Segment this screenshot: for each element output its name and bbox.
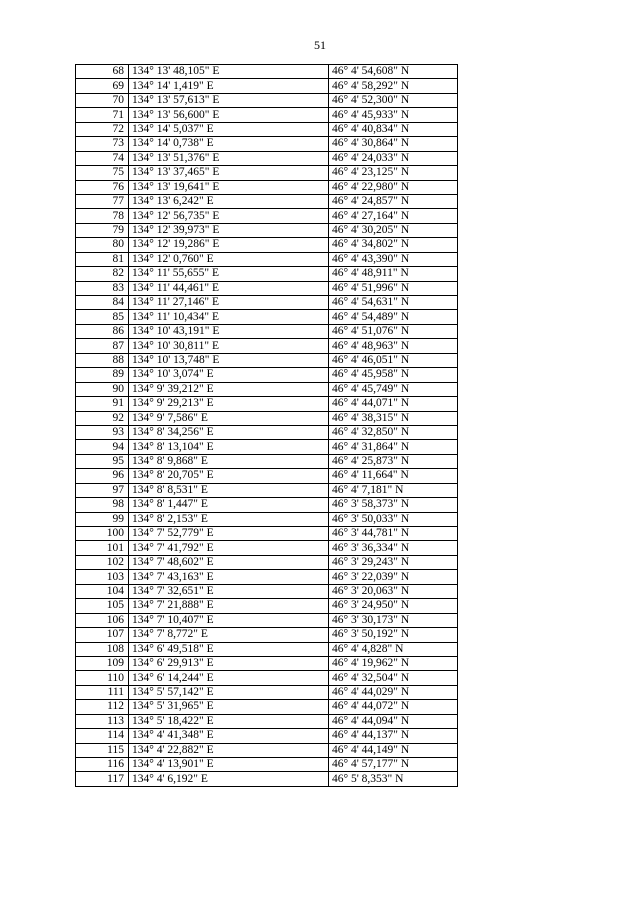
point-number-cell: 94 (76, 440, 129, 454)
longitude-cell: 134° 10' 13,748" E (129, 353, 329, 367)
longitude-cell: 134° 11' 55,655" E (129, 267, 329, 281)
table-row (76, 642, 458, 656)
point-number-cell: 69 (76, 79, 129, 93)
point-number-cell: 111 (76, 685, 129, 699)
table-row (76, 512, 458, 526)
table-row (76, 137, 458, 151)
table-row (76, 397, 458, 411)
longitude-cell: 134° 7' 52,779" E (129, 527, 329, 541)
table-row (76, 267, 458, 281)
longitude-cell: 134° 13' 19,641" E (129, 180, 329, 194)
latitude-cell: 46° 3' 22,039" N (329, 570, 458, 584)
table-row (76, 541, 458, 555)
point-number-cell: 114 (76, 729, 129, 743)
latitude-cell: 46° 4' 44,072" N (329, 700, 458, 714)
point-number-cell: 71 (76, 108, 129, 122)
longitude-cell: 134° 10' 30,811" E (129, 339, 329, 353)
latitude-cell: 46° 4' 32,850" N (329, 425, 458, 439)
latitude-cell: 46° 4' 44,137" N (329, 729, 458, 743)
longitude-cell: 134° 8' 13,104" E (129, 440, 329, 454)
longitude-cell: 134° 13' 51,376" E (129, 151, 329, 165)
table-row (76, 599, 458, 613)
table-row (76, 310, 458, 324)
table-row (76, 656, 458, 670)
table-row (76, 555, 458, 569)
point-number-cell: 101 (76, 541, 129, 555)
table-row (76, 151, 458, 165)
point-number-cell: 72 (76, 122, 129, 136)
point-number-cell: 83 (76, 281, 129, 295)
longitude-cell: 134° 11' 27,146" E (129, 296, 329, 310)
table-row (76, 454, 458, 468)
point-number-cell: 106 (76, 613, 129, 627)
table-row (76, 223, 458, 237)
latitude-cell: 46° 4' 23,125" N (329, 166, 458, 180)
latitude-cell: 46° 4' 38,315" N (329, 411, 458, 425)
longitude-cell: 134° 13' 6,242" E (129, 194, 329, 208)
table-row (76, 425, 458, 439)
table-row (76, 180, 458, 194)
point-number-cell: 107 (76, 628, 129, 642)
longitude-cell: 134° 13' 57,613" E (129, 93, 329, 107)
longitude-cell: 134° 7' 48,602" E (129, 555, 329, 569)
point-number-cell: 93 (76, 425, 129, 439)
point-number-cell: 79 (76, 223, 129, 237)
table-row (76, 368, 458, 382)
table-row (76, 671, 458, 685)
point-number-cell: 115 (76, 743, 129, 757)
latitude-cell: 46° 4' 27,164" N (329, 209, 458, 223)
point-number-cell: 87 (76, 339, 129, 353)
longitude-cell: 134° 6' 49,518" E (129, 642, 329, 656)
latitude-cell: 46° 4' 54,608" N (329, 65, 458, 79)
longitude-cell: 134° 5' 31,965" E (129, 700, 329, 714)
point-number-cell: 92 (76, 411, 129, 425)
point-number-cell: 109 (76, 656, 129, 670)
longitude-cell: 134° 14' 0,738" E (129, 137, 329, 151)
latitude-cell: 46° 5' 8,353" N (329, 772, 458, 786)
table-row (76, 324, 458, 338)
table-row (76, 209, 458, 223)
longitude-cell: 134° 13' 48,105" E (129, 65, 329, 79)
latitude-cell: 46° 3' 50,033" N (329, 512, 458, 526)
point-number-cell: 108 (76, 642, 129, 656)
point-number-cell: 85 (76, 310, 129, 324)
point-number-cell: 113 (76, 714, 129, 728)
point-number-cell: 90 (76, 382, 129, 396)
point-number-cell: 117 (76, 772, 129, 786)
latitude-cell: 46° 4' 44,071" N (329, 397, 458, 411)
table-row (76, 700, 458, 714)
latitude-cell: 46° 4' 19,962" N (329, 656, 458, 670)
latitude-cell: 46° 3' 29,243" N (329, 555, 458, 569)
point-number-cell: 68 (76, 65, 129, 79)
longitude-cell: 134° 14' 1,419" E (129, 79, 329, 93)
point-number-cell: 97 (76, 483, 129, 497)
latitude-cell: 46° 3' 20,063" N (329, 584, 458, 598)
latitude-cell: 46° 4' 43,390" N (329, 252, 458, 266)
table-row (76, 483, 458, 497)
longitude-cell: 134° 12' 19,286" E (129, 238, 329, 252)
point-number-cell: 86 (76, 324, 129, 338)
point-number-cell: 116 (76, 758, 129, 772)
latitude-cell: 46° 4' 51,076" N (329, 324, 458, 338)
latitude-cell: 46° 3' 44,781" N (329, 527, 458, 541)
point-number-cell: 82 (76, 267, 129, 281)
latitude-cell: 46° 4' 54,631" N (329, 296, 458, 310)
table-row (76, 382, 458, 396)
table-row (76, 440, 458, 454)
longitude-cell: 134° 4' 6,192" E (129, 772, 329, 786)
point-number-cell: 74 (76, 151, 129, 165)
latitude-cell: 46° 4' 24,033" N (329, 151, 458, 165)
point-number-cell: 88 (76, 353, 129, 367)
table-row (76, 584, 458, 598)
table-row (76, 339, 458, 353)
longitude-cell: 134° 8' 1,447" E (129, 498, 329, 512)
longitude-cell: 134° 8' 8,531" E (129, 483, 329, 497)
longitude-cell: 134° 10' 3,074" E (129, 368, 329, 382)
latitude-cell: 46° 3' 30,173" N (329, 613, 458, 627)
latitude-cell: 46° 4' 52,300" N (329, 93, 458, 107)
longitude-cell: 134° 4' 13,901" E (129, 758, 329, 772)
latitude-cell: 46° 3' 24,950" N (329, 599, 458, 613)
point-number-cell: 102 (76, 555, 129, 569)
table-row (76, 772, 458, 786)
latitude-cell: 46° 4' 34,802" N (329, 238, 458, 252)
table-row (76, 296, 458, 310)
table-row (76, 122, 458, 136)
longitude-cell: 134° 7' 8,772" E (129, 628, 329, 642)
table-row (76, 570, 458, 584)
longitude-cell: 134° 8' 2,153" E (129, 512, 329, 526)
point-number-cell: 84 (76, 296, 129, 310)
table-row (76, 469, 458, 483)
longitude-cell: 134° 12' 0,760" E (129, 252, 329, 266)
latitude-cell: 46° 4' 24,857" N (329, 194, 458, 208)
latitude-cell: 46° 3' 58,373" N (329, 498, 458, 512)
latitude-cell: 46° 4' 46,051" N (329, 353, 458, 367)
longitude-cell: 134° 10' 43,191" E (129, 324, 329, 338)
latitude-cell: 46° 4' 54,489" N (329, 310, 458, 324)
latitude-cell: 46° 4' 7,181" N (329, 483, 458, 497)
latitude-cell: 46° 4' 44,029" N (329, 685, 458, 699)
longitude-cell: 134° 9' 7,586" E (129, 411, 329, 425)
point-number-cell: 78 (76, 209, 129, 223)
point-number-cell: 96 (76, 469, 129, 483)
latitude-cell: 46° 4' 51,996" N (329, 281, 458, 295)
longitude-cell: 134° 5' 57,142" E (129, 685, 329, 699)
latitude-cell: 46° 4' 30,864" N (329, 137, 458, 151)
point-number-cell: 103 (76, 570, 129, 584)
point-number-cell: 95 (76, 454, 129, 468)
table-row (76, 628, 458, 642)
longitude-cell: 134° 9' 29,213" E (129, 397, 329, 411)
table-row (76, 93, 458, 107)
longitude-cell: 134° 6' 14,244" E (129, 671, 329, 685)
point-number-cell: 105 (76, 599, 129, 613)
table-row (76, 281, 458, 295)
latitude-cell: 46° 4' 48,911" N (329, 267, 458, 281)
latitude-cell: 46° 4' 44,149" N (329, 743, 458, 757)
latitude-cell: 46° 3' 36,334" N (329, 541, 458, 555)
point-number-cell: 70 (76, 93, 129, 107)
longitude-cell: 134° 7' 41,792" E (129, 541, 329, 555)
table-row (76, 729, 458, 743)
table-row (76, 498, 458, 512)
longitude-cell: 134° 7' 21,888" E (129, 599, 329, 613)
longitude-cell: 134° 8' 9,868" E (129, 454, 329, 468)
latitude-cell: 46° 3' 50,192" N (329, 628, 458, 642)
point-number-cell: 89 (76, 368, 129, 382)
table-row (76, 194, 458, 208)
coordinates-table (75, 64, 458, 787)
point-number-cell: 100 (76, 527, 129, 541)
longitude-cell: 134° 7' 10,407" E (129, 613, 329, 627)
latitude-cell: 46° 4' 45,933" N (329, 108, 458, 122)
table-row (76, 166, 458, 180)
table-row (76, 758, 458, 772)
table-row (76, 79, 458, 93)
point-number-cell: 91 (76, 397, 129, 411)
latitude-cell: 46° 4' 4,828" N (329, 642, 458, 656)
longitude-cell: 134° 12' 39,973" E (129, 223, 329, 237)
longitude-cell: 134° 7' 43,163" E (129, 570, 329, 584)
latitude-cell: 46° 4' 45,749" N (329, 382, 458, 396)
point-number-cell: 77 (76, 194, 129, 208)
table-row (76, 411, 458, 425)
longitude-cell: 134° 7' 32,651" E (129, 584, 329, 598)
latitude-cell: 46° 4' 25,873" N (329, 454, 458, 468)
point-number-cell: 76 (76, 180, 129, 194)
longitude-cell: 134° 6' 29,913" E (129, 656, 329, 670)
point-number-cell: 98 (76, 498, 129, 512)
longitude-cell: 134° 4' 41,348" E (129, 729, 329, 743)
point-number-cell: 81 (76, 252, 129, 266)
latitude-cell: 46° 4' 11,664" N (329, 469, 458, 483)
longitude-cell: 134° 13' 37,465" E (129, 166, 329, 180)
table-row (76, 613, 458, 627)
latitude-cell: 46° 4' 30,205" N (329, 223, 458, 237)
table-row (76, 108, 458, 122)
longitude-cell: 134° 11' 10,434" E (129, 310, 329, 324)
page-number: 51 (314, 38, 326, 52)
table-row (76, 252, 458, 266)
latitude-cell: 46° 4' 48,963" N (329, 339, 458, 353)
longitude-cell: 134° 12' 56,735" E (129, 209, 329, 223)
latitude-cell: 46° 4' 22,980" N (329, 180, 458, 194)
longitude-cell: 134° 11' 44,461" E (129, 281, 329, 295)
table-row (76, 353, 458, 367)
latitude-cell: 46° 4' 32,504" N (329, 671, 458, 685)
latitude-cell: 46° 4' 44,094" N (329, 714, 458, 728)
latitude-cell: 46° 4' 45,958" N (329, 368, 458, 382)
longitude-cell: 134° 14' 5,037" E (129, 122, 329, 136)
latitude-cell: 46° 4' 57,177" N (329, 758, 458, 772)
point-number-cell: 75 (76, 166, 129, 180)
longitude-cell: 134° 4' 22,882" E (129, 743, 329, 757)
point-number-cell: 99 (76, 512, 129, 526)
table-row (76, 238, 458, 252)
longitude-cell: 134° 13' 56,600" E (129, 108, 329, 122)
point-number-cell: 110 (76, 671, 129, 685)
point-number-cell: 80 (76, 238, 129, 252)
coordinates-table-body (76, 65, 458, 787)
longitude-cell: 134° 8' 20,705" E (129, 469, 329, 483)
table-row (76, 714, 458, 728)
point-number-cell: 112 (76, 700, 129, 714)
latitude-cell: 46° 4' 58,292" N (329, 79, 458, 93)
longitude-cell: 134° 8' 34,256" E (129, 425, 329, 439)
latitude-cell: 46° 4' 40,834" N (329, 122, 458, 136)
table-row (76, 65, 458, 79)
table-row (76, 743, 458, 757)
longitude-cell: 134° 9' 39,212" E (129, 382, 329, 396)
point-number-cell: 104 (76, 584, 129, 598)
latitude-cell: 46° 4' 31,864" N (329, 440, 458, 454)
longitude-cell: 134° 5' 18,422" E (129, 714, 329, 728)
point-number-cell: 73 (76, 137, 129, 151)
table-row (76, 685, 458, 699)
table-row (76, 527, 458, 541)
